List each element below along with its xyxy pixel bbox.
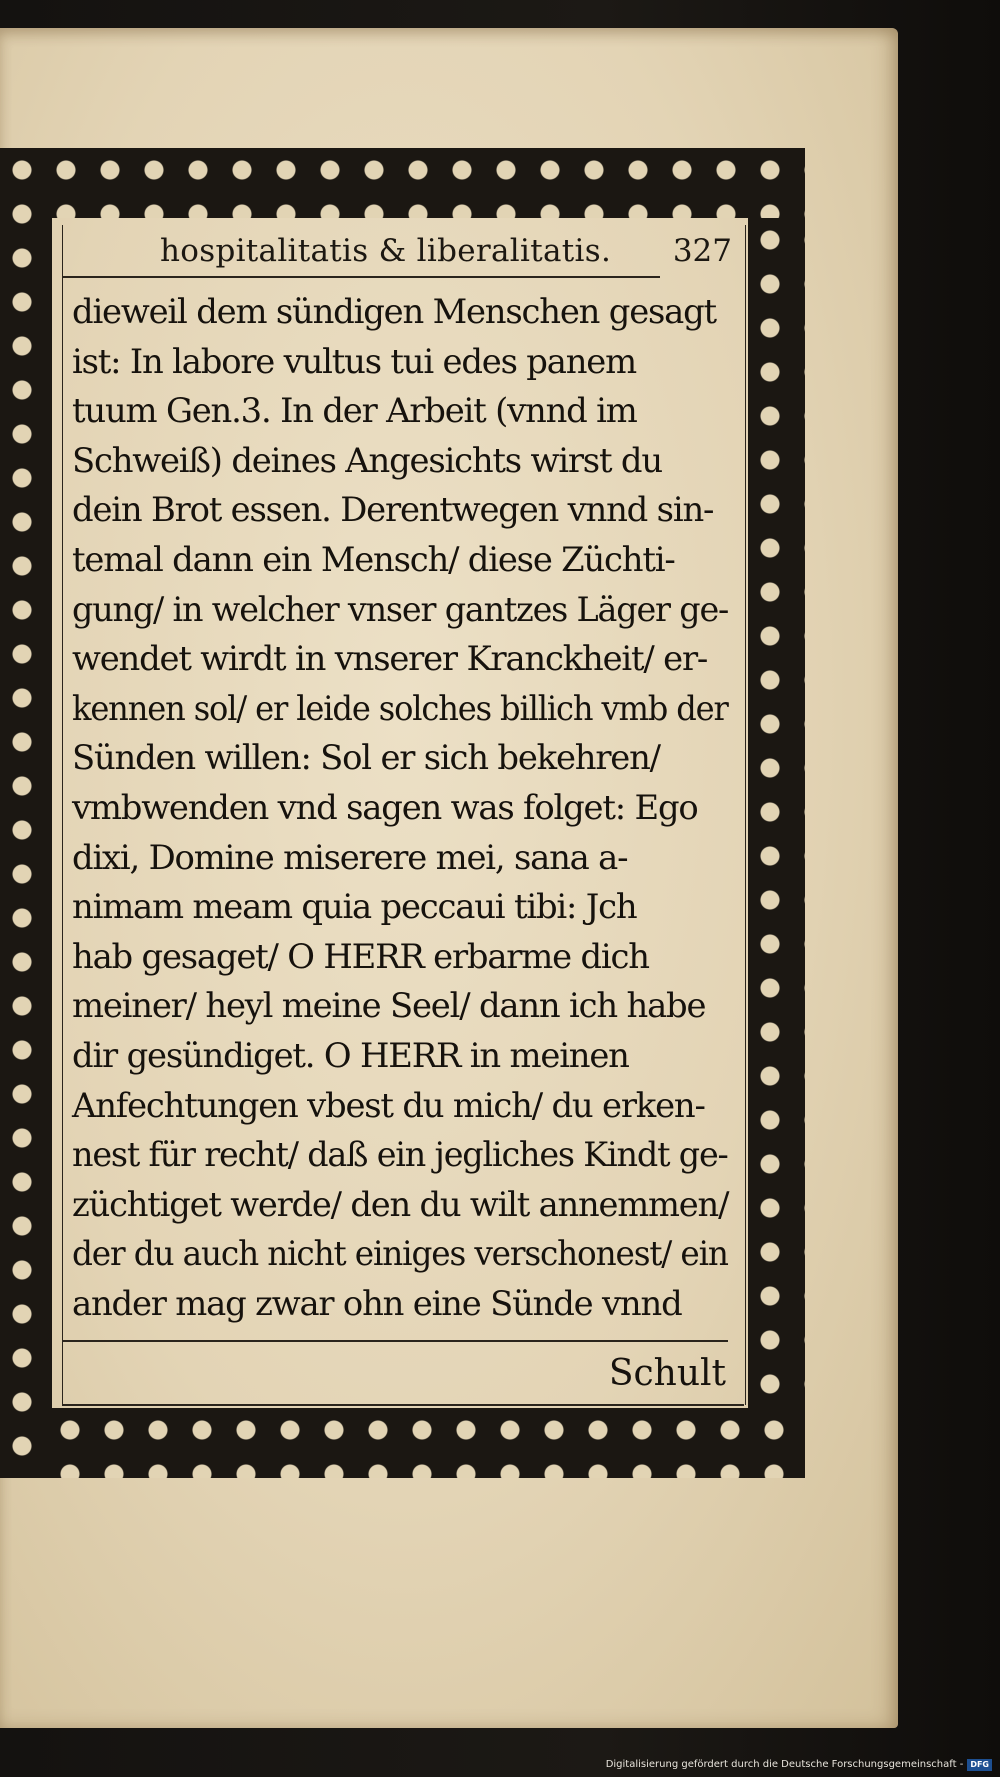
- text-line: dixi, Domine miserere mei, sana a-: [72, 837, 628, 878]
- text-line: züchtiget werde/ den du wilt annemmen/: [72, 1184, 729, 1225]
- text-line: Schweiß) deines Angesichts wirst du: [72, 440, 662, 481]
- funding-note: [606, 1758, 992, 1772]
- header-rule: [62, 276, 660, 278]
- text-line: dein Brot essen. Derentwegen vnnd sin-: [72, 490, 714, 531]
- text-line: vmbwenden vnd sagen was folget: Ego: [72, 787, 698, 828]
- text-line: meiner/ heyl meine Seel/ dann ich habe: [72, 986, 706, 1027]
- text-line: temal dann ein Mensch/ diese Züchti-: [72, 539, 675, 580]
- page-header: [62, 226, 740, 278]
- ornamental-border-left: [0, 148, 52, 1478]
- frame-bottom-rule: [62, 1404, 744, 1406]
- text-line: der du auch nicht einiges verschonest/ ein: [72, 1234, 728, 1275]
- text-line: gung/ in welcher vnser gantzes Läger ge-: [72, 589, 729, 630]
- text-line: Sünden willen: Sol er sich bekehren/: [72, 738, 660, 779]
- ornamental-border-top: [0, 148, 805, 218]
- text-line: wendet wirdt in vnserer Kranckheit/ er-: [72, 639, 708, 680]
- text-line: hab gesaget/ O HERR erbarme dich: [72, 936, 649, 977]
- page-number: 327: [672, 233, 732, 269]
- funding-text: Digitalisierung gefördert durch die Deutsche Forschungsgemeinschaft -: [605, 1759, 964, 1770]
- catchword: Schult: [608, 1353, 726, 1394]
- body-text: [72, 288, 732, 1329]
- text-line: nest für recht/ daß ein jegliches Kindt ge-: [72, 1135, 728, 1176]
- footer-rule: [62, 1340, 728, 1342]
- text-line: ist: In labore vultus tui edes panem: [72, 341, 636, 382]
- text-line: tuum Gen.3. In der Arbeit (vnnd im: [72, 391, 637, 432]
- text-line: ander mag zwar ohn eine Sünde vnnd: [72, 1283, 682, 1324]
- text-line: dir gesündiget. O HERR in meinen: [72, 1035, 629, 1076]
- text-line: dieweil dem sündigen Menschen gesagt: [72, 292, 716, 332]
- ornamental-border-right: [748, 218, 805, 1408]
- text-line: nimam meam quia peccaui tibi: Jch: [72, 887, 637, 928]
- dfg-logo: DFG: [967, 1759, 992, 1771]
- text-line: kennen sol/ er leide solches billich vmb der: [72, 688, 728, 729]
- text-line: Anfechtungen vbest du mich/ du erken-: [72, 1085, 705, 1126]
- running-head: hospitalitatis & liberalitatis.: [160, 233, 612, 269]
- ornamental-border-bottom: [48, 1408, 805, 1478]
